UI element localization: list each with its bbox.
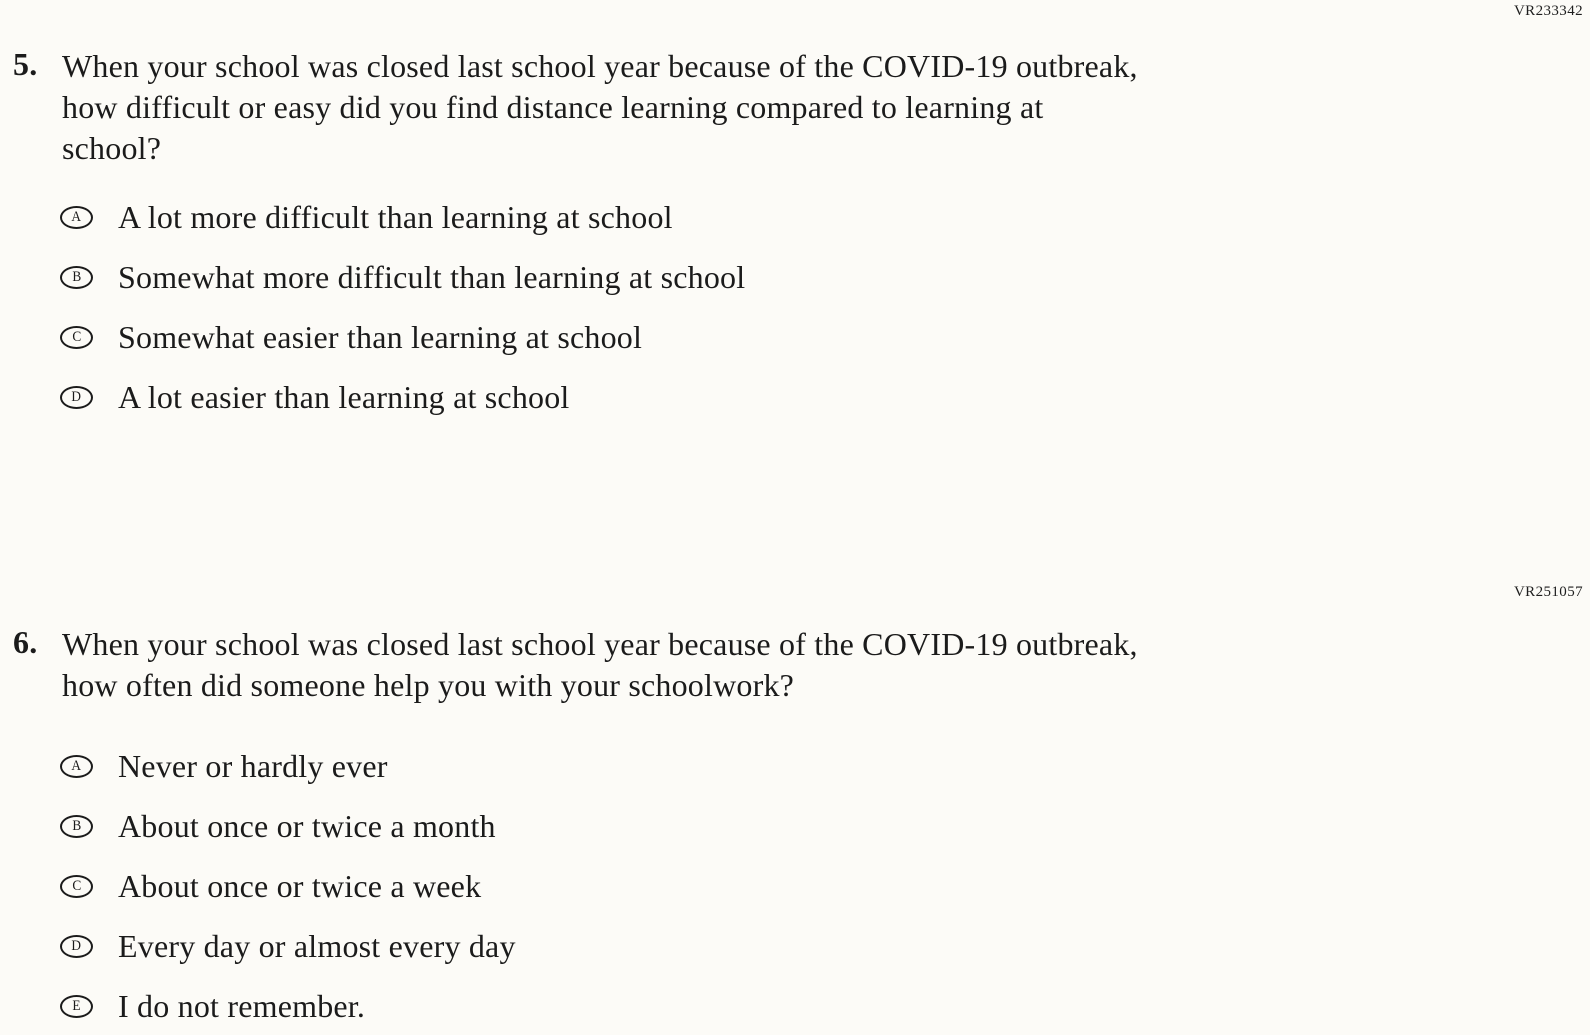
question6-prompt-line2: how often did someone help you with your schoolwork? bbox=[62, 667, 795, 703]
question5-option-d-label: A lot easier than learning at school bbox=[118, 378, 570, 415]
question5-option-c-label: Somewhat easier than learning at school bbox=[118, 318, 643, 355]
question6-option-d-letter: D bbox=[71, 937, 82, 954]
question5-prompt-line1: When your school was closed last school year because of the COVID-19 outbreak, bbox=[62, 48, 1138, 84]
question5-item-code: VR233342 bbox=[1513, 3, 1583, 19]
question5-option-d bbox=[60, 378, 570, 415]
question6-option-b-letter: B bbox=[72, 817, 81, 834]
question5-prompt-line3: school? bbox=[62, 130, 162, 166]
question5-option-a-letter: A bbox=[71, 208, 82, 225]
question6-option-b bbox=[60, 807, 496, 844]
question6-prompt bbox=[62, 624, 1138, 706]
question6-option-a-letter: A bbox=[71, 757, 82, 774]
question6-option-d-label: Every day or almost every day bbox=[118, 927, 516, 964]
question6-item-code: VR251057 bbox=[1513, 584, 1583, 600]
question5-option-a-bubble[interactable] bbox=[60, 206, 93, 229]
question6-option-b-bubble[interactable] bbox=[60, 815, 93, 838]
question5-prompt bbox=[62, 46, 1138, 169]
question5-option-b-label: Somewhat more difficult than learning at school bbox=[118, 258, 746, 295]
question5-option-d-letter: D bbox=[71, 388, 82, 405]
question6-option-e bbox=[60, 987, 366, 1024]
question6-option-c-label: About once or twice a week bbox=[118, 867, 482, 904]
question5-prompt-line2: how difficult or easy did you find distance learning compared to learning at bbox=[62, 89, 1044, 125]
question5-option-b-bubble[interactable] bbox=[60, 266, 93, 289]
question6-option-c bbox=[60, 867, 482, 904]
question5-option-b-letter: B bbox=[72, 268, 81, 285]
question6-option-e-letter: E bbox=[72, 997, 81, 1014]
question6-option-a bbox=[60, 747, 388, 784]
question6-number: 6. bbox=[13, 624, 38, 660]
question6-option-a-bubble[interactable] bbox=[60, 755, 93, 778]
question6-option-e-label: I do not remember. bbox=[118, 987, 366, 1024]
question5-option-c-bubble[interactable] bbox=[60, 326, 93, 349]
question6-option-c-letter: C bbox=[72, 877, 81, 894]
question6-prompt-line1: When your school was closed last school year because of the COVID-19 outbreak, bbox=[62, 626, 1138, 662]
question6-option-d bbox=[60, 927, 516, 964]
question6-option-d-bubble[interactable] bbox=[60, 935, 93, 958]
question6-option-a-label: Never or hardly ever bbox=[118, 747, 388, 784]
question5-option-d-bubble[interactable] bbox=[60, 386, 93, 409]
question6-option-c-bubble[interactable] bbox=[60, 875, 93, 898]
question5-option-c-letter: C bbox=[72, 328, 81, 345]
question5-option-a-label: A lot more difficult than learning at school bbox=[118, 198, 673, 235]
question6-option-b-label: About once or twice a month bbox=[118, 807, 496, 844]
question5-option-a bbox=[60, 198, 673, 235]
question5-number: 5. bbox=[13, 46, 38, 82]
question5-option-c bbox=[60, 318, 643, 355]
question5-option-b bbox=[60, 258, 746, 295]
question6-option-e-bubble[interactable] bbox=[60, 995, 93, 1018]
